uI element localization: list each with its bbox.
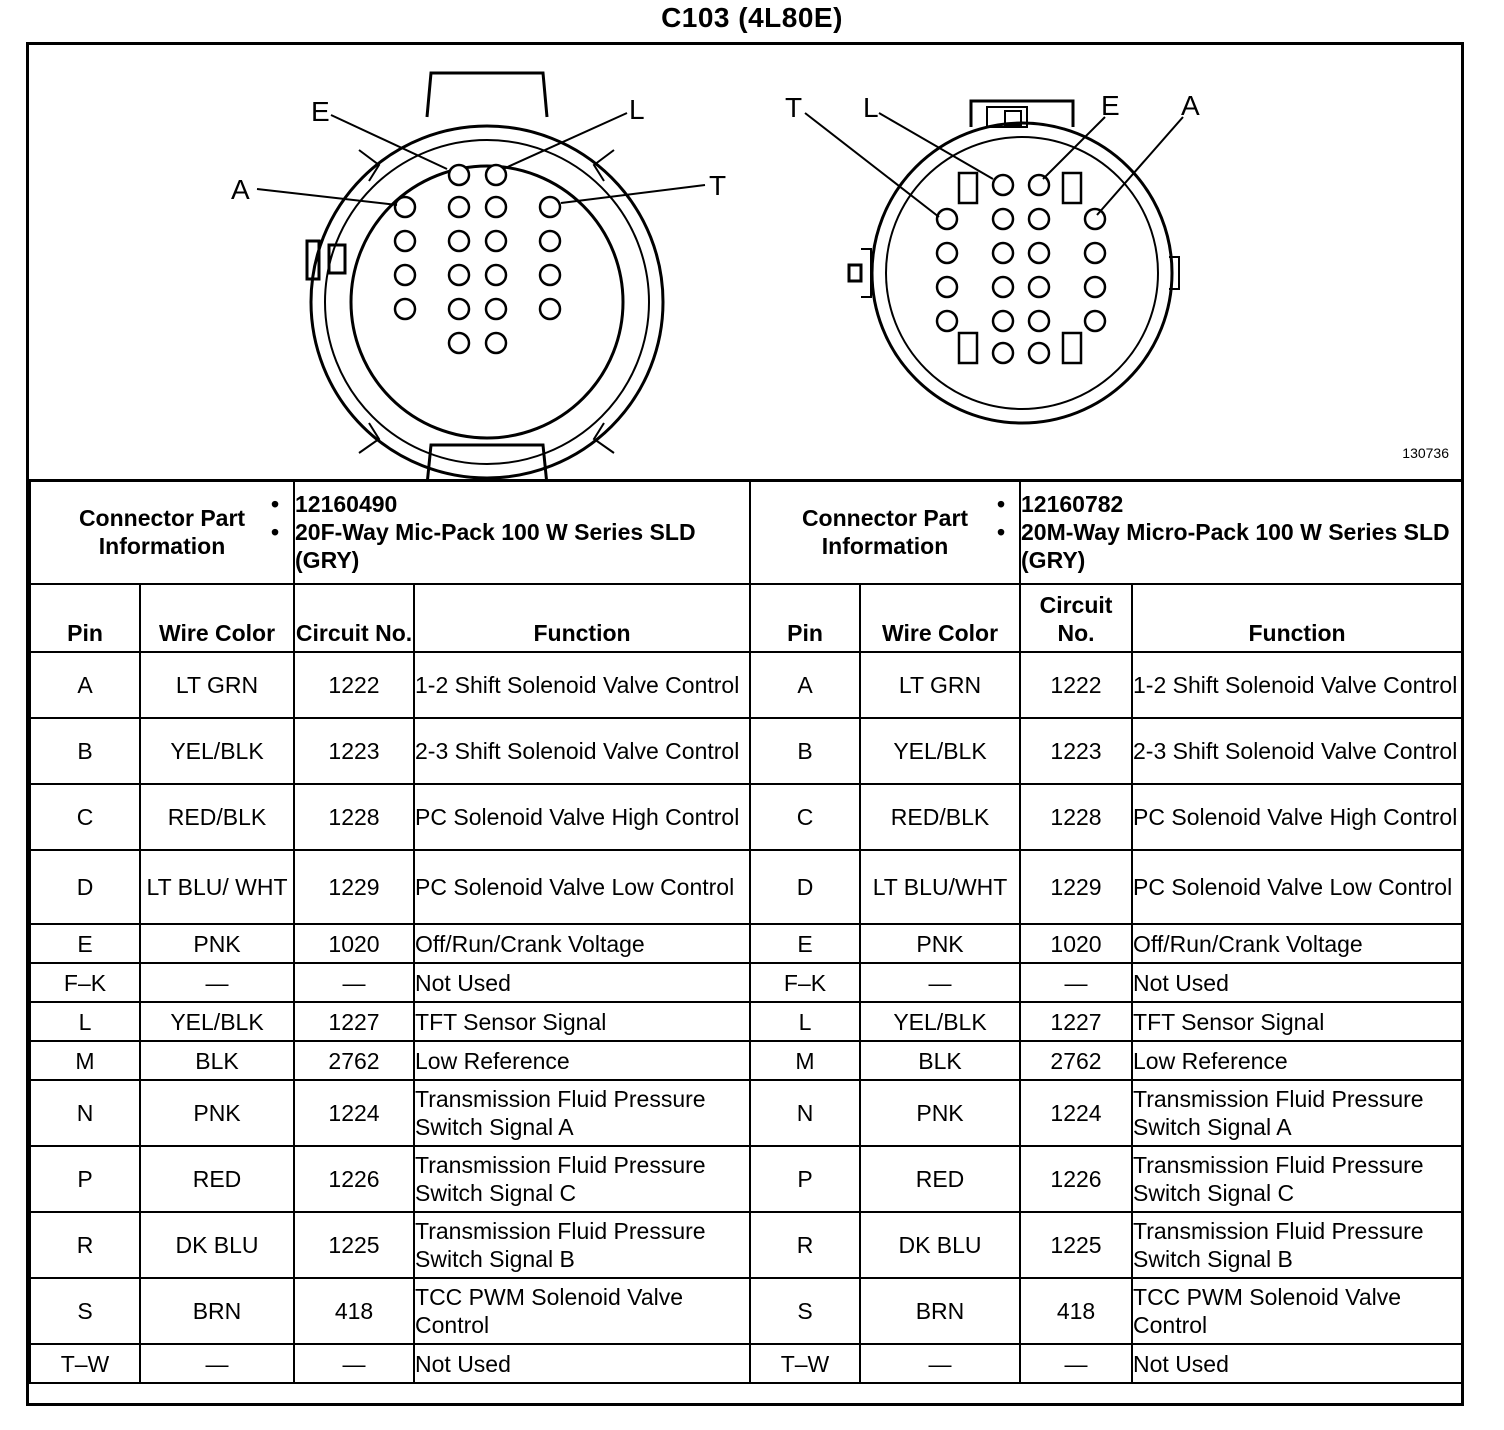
pin-cell: L <box>30 1002 140 1041</box>
function-cell: TFT Sensor Signal <box>414 1002 750 1041</box>
figure-id: 130736 <box>1402 445 1449 461</box>
pin-cell: C <box>30 784 140 850</box>
wire-color-cell: LT GRN <box>860 652 1020 718</box>
male-pin-table <box>749 479 1463 1384</box>
table-row <box>30 1278 750 1344</box>
male-callout-l: L <box>863 92 879 123</box>
circuit-cell: 1222 <box>294 652 414 718</box>
header-function: Function <box>414 584 750 652</box>
wire-color-cell: LT BLU/WHT <box>860 850 1020 924</box>
wire-color-cell: RED/BLK <box>860 784 1020 850</box>
connector-diagram-area <box>29 45 1461 482</box>
header-wire-color: Wire Color <box>140 584 294 652</box>
circuit-cell: 1224 <box>294 1080 414 1146</box>
pin-cell: T–W <box>750 1344 860 1383</box>
male-pin <box>1029 209 1049 229</box>
female-pin-cavity <box>449 165 469 185</box>
circuit-cell: — <box>1020 1344 1132 1383</box>
female-pin-cavity <box>540 197 560 217</box>
pin-cell: D <box>30 850 140 924</box>
female-pin-cavity <box>395 265 415 285</box>
circuit-cell: 1222 <box>1020 652 1132 718</box>
wire-color-cell: BLK <box>860 1041 1020 1080</box>
female-pin-cavity <box>395 197 415 217</box>
pin-cell: N <box>750 1080 860 1146</box>
wire-color-cell: — <box>860 963 1020 1002</box>
female-pin-cavity <box>486 265 506 285</box>
wire-color-cell: PNK <box>140 924 294 963</box>
male-pin <box>1029 277 1049 297</box>
pin-cell: S <box>30 1278 140 1344</box>
male-pin <box>993 277 1013 297</box>
female-part-info <box>294 480 750 584</box>
female-inner-ring <box>325 140 649 464</box>
wire-color-cell: YEL/BLK <box>140 718 294 784</box>
female-callout-l: L <box>629 94 645 125</box>
male-pin <box>1085 311 1105 331</box>
table-row <box>750 784 1462 850</box>
pin-cell: B <box>30 718 140 784</box>
female-pin-cavity <box>540 299 560 319</box>
male-side-latch <box>849 265 861 281</box>
wire-color-cell: PNK <box>860 924 1020 963</box>
pin-cell: D <box>750 850 860 924</box>
circuit-cell: 1223 <box>294 718 414 784</box>
table-row <box>750 718 1462 784</box>
circuit-cell: 1227 <box>294 1002 414 1041</box>
male-callout-t: T <box>785 92 803 123</box>
table-row <box>30 1002 750 1041</box>
female-pin-cavity <box>486 197 506 217</box>
callout-labels <box>231 90 1200 205</box>
wire-color-cell: YEL/BLK <box>860 718 1020 784</box>
circuit-cell: — <box>1020 963 1132 1002</box>
function-cell: Transmission Fluid Pressure Switch Signal A <box>1132 1080 1462 1146</box>
table-row <box>750 1212 1462 1278</box>
circuit-cell: 1223 <box>1020 718 1132 784</box>
male-pin <box>1029 343 1049 363</box>
male-part-description: • 20M-Way Micro-Pack 100 W Series SLD (GRY) <box>1021 518 1461 574</box>
circuit-cell: — <box>294 1344 414 1383</box>
circuit-cell: 418 <box>294 1278 414 1344</box>
female-pin-cavity <box>540 265 560 285</box>
pin-cell: M <box>30 1041 140 1080</box>
page-title: C103 (4L80E) <box>661 2 843 33</box>
function-cell: TCC PWM Solenoid Valve Control <box>1132 1278 1462 1344</box>
wire-color-cell: YEL/BLK <box>860 1002 1020 1041</box>
male-pin <box>993 343 1013 363</box>
function-cell: Transmission Fluid Pressure Switch Signal B <box>414 1212 750 1278</box>
pin-cell: S <box>750 1278 860 1344</box>
pin-cell: P <box>750 1146 860 1212</box>
male-pin <box>993 209 1013 229</box>
circuit-cell: 1020 <box>1020 924 1132 963</box>
male-callout-e: E <box>1101 90 1120 121</box>
table-row <box>30 1041 750 1080</box>
table-row <box>750 1146 1462 1212</box>
female-pin-cavity <box>449 231 469 251</box>
female-pin-cavity <box>395 299 415 319</box>
wire-color-cell: DK BLU <box>140 1212 294 1278</box>
function-cell: PC Solenoid Valve High Control <box>414 784 750 850</box>
wire-color-cell: — <box>140 1344 294 1383</box>
female-callout-e: E <box>311 96 330 127</box>
wire-color-cell: BRN <box>140 1278 294 1344</box>
table-row <box>30 850 750 924</box>
circuit-cell: 418 <box>1020 1278 1132 1344</box>
circuit-cell: 1228 <box>1020 784 1132 850</box>
female-part-number: • 12160490 <box>295 490 749 518</box>
wire-color-cell: LT BLU/ WHT <box>140 850 294 924</box>
wire-color-cell: BRN <box>860 1278 1020 1344</box>
female-pin-cavity <box>486 333 506 353</box>
table-row <box>30 1212 750 1278</box>
function-cell: Off/Run/Crank Voltage <box>414 924 750 963</box>
female-column-headers <box>30 584 750 652</box>
female-info-label: Connector Part Information <box>30 480 294 584</box>
table-row <box>30 963 750 1002</box>
pin-cell: M <box>750 1041 860 1080</box>
circuit-cell: 1226 <box>294 1146 414 1212</box>
female-part-description: • 20F-Way Mic-Pack 100 W Series SLD (GRY) <box>295 518 749 574</box>
circuit-cell: 2762 <box>1020 1041 1132 1080</box>
function-cell: PC Solenoid Valve Low Control <box>414 850 750 924</box>
table-row <box>750 924 1462 963</box>
female-pin-cavity <box>449 197 469 217</box>
circuit-cell: 1020 <box>294 924 414 963</box>
male-pin <box>1029 175 1049 195</box>
female-pin-cavity <box>486 299 506 319</box>
connector-frame <box>26 42 1464 1406</box>
male-info-label: Connector Part Information <box>750 480 1020 584</box>
function-cell: TFT Sensor Signal <box>1132 1002 1462 1041</box>
female-pin-table <box>29 479 751 1384</box>
female-pin-cavity <box>449 333 469 353</box>
table-row <box>30 784 750 850</box>
pin-cell: F–K <box>750 963 860 1002</box>
male-pin <box>937 277 957 297</box>
table-row <box>750 1278 1462 1344</box>
function-cell: 2-3 Shift Solenoid Valve Control <box>414 718 750 784</box>
function-cell: Transmission Fluid Pressure Switch Signal C <box>1132 1146 1462 1212</box>
wire-color-cell: DK BLU <box>860 1212 1020 1278</box>
male-pin <box>993 243 1013 263</box>
male-pin <box>993 311 1013 331</box>
male-pin <box>1029 243 1049 263</box>
wire-color-cell: LT GRN <box>140 652 294 718</box>
pin-cell: A <box>30 652 140 718</box>
table-row <box>30 924 750 963</box>
function-cell: PC Solenoid Valve High Control <box>1132 784 1462 850</box>
circuit-cell: 1228 <box>294 784 414 850</box>
circuit-cell: 1227 <box>1020 1002 1132 1041</box>
table-row <box>30 1146 750 1212</box>
female-pin-cavity <box>395 231 415 251</box>
male-pin <box>1085 277 1105 297</box>
female-pin-cavity <box>486 231 506 251</box>
function-cell: Not Used <box>414 1344 750 1383</box>
pin-cell: L <box>750 1002 860 1041</box>
female-top-key <box>427 73 547 117</box>
pin-cell: E <box>30 924 140 963</box>
function-cell: Not Used <box>1132 1344 1462 1383</box>
header-circuit-no: Circuit No. <box>294 584 414 652</box>
female-callout-t: T <box>709 170 727 201</box>
wire-color-cell: RED/BLK <box>140 784 294 850</box>
table-row <box>750 850 1462 924</box>
function-cell: PC Solenoid Valve Low Control <box>1132 850 1462 924</box>
header-pin: Pin <box>750 584 860 652</box>
function-cell: 1-2 Shift Solenoid Valve Control <box>1132 652 1462 718</box>
male-connector-face <box>849 101 1179 423</box>
pin-cell: A <box>750 652 860 718</box>
function-cell: 1-2 Shift Solenoid Valve Control <box>414 652 750 718</box>
circuit-cell: 1224 <box>1020 1080 1132 1146</box>
function-cell: Transmission Fluid Pressure Switch Signal C <box>414 1146 750 1212</box>
pin-cell: R <box>750 1212 860 1278</box>
female-pin-cavity <box>540 231 560 251</box>
female-part-info-row <box>30 480 750 584</box>
female-pin-cavity <box>449 265 469 285</box>
table-row <box>750 652 1462 718</box>
function-cell: Transmission Fluid Pressure Switch Signal B <box>1132 1212 1462 1278</box>
male-pin <box>937 209 957 229</box>
male-part-info-row <box>750 480 1462 584</box>
wire-color-cell: PNK <box>140 1080 294 1146</box>
header-pin: Pin <box>30 584 140 652</box>
wire-color-cell: — <box>140 963 294 1002</box>
male-pin <box>1029 311 1049 331</box>
male-part-info <box>1020 480 1462 584</box>
male-pin <box>937 311 957 331</box>
pin-cell: C <box>750 784 860 850</box>
table-row <box>750 1344 1462 1383</box>
circuit-cell: 1225 <box>294 1212 414 1278</box>
table-row <box>750 1080 1462 1146</box>
header-wire-color: Wire Color <box>860 584 1020 652</box>
wire-color-cell: RED <box>140 1146 294 1212</box>
function-cell: Not Used <box>414 963 750 1002</box>
pin-cell: F–K <box>30 963 140 1002</box>
circuit-cell: 2762 <box>294 1041 414 1080</box>
table-row <box>750 1002 1462 1041</box>
pin-cell: N <box>30 1080 140 1146</box>
pin-cell: T–W <box>30 1344 140 1383</box>
circuit-cell: — <box>294 963 414 1002</box>
wire-color-cell: BLK <box>140 1041 294 1080</box>
wire-color-cell: PNK <box>860 1080 1020 1146</box>
function-cell: Low Reference <box>414 1041 750 1080</box>
male-callout-a: A <box>1181 90 1200 121</box>
male-pin <box>993 175 1013 195</box>
function-cell: Transmission Fluid Pressure Switch Signal A <box>414 1080 750 1146</box>
circuit-cell: 1229 <box>294 850 414 924</box>
connector-drawings <box>29 45 1461 479</box>
table-row <box>750 1041 1462 1080</box>
function-cell: 2-3 Shift Solenoid Valve Control <box>1132 718 1462 784</box>
table-row <box>30 652 750 718</box>
circuit-cell: 1226 <box>1020 1146 1132 1212</box>
table-row <box>30 1344 750 1383</box>
female-callout-a: A <box>231 174 250 205</box>
function-cell: Not Used <box>1132 963 1462 1002</box>
header-circuit-no: Circuit No. <box>1020 584 1132 652</box>
male-outer-ring <box>872 123 1172 423</box>
pin-cell: P <box>30 1146 140 1212</box>
wire-color-cell: RED <box>860 1146 1020 1212</box>
table-row <box>30 718 750 784</box>
male-column-headers <box>750 584 1462 652</box>
male-pin <box>1085 209 1105 229</box>
function-cell: TCC PWM Solenoid Valve Control <box>414 1278 750 1344</box>
male-pin <box>1085 243 1105 263</box>
header-function: Function <box>1132 584 1462 652</box>
function-cell: Off/Run/Crank Voltage <box>1132 924 1462 963</box>
male-pin <box>937 243 957 263</box>
table-row <box>750 963 1462 1002</box>
male-part-number: • 12160782 <box>1021 490 1461 518</box>
function-cell: Low Reference <box>1132 1041 1462 1080</box>
circuit-cell: 1229 <box>1020 850 1132 924</box>
table-row <box>30 1080 750 1146</box>
wire-color-cell: YEL/BLK <box>140 1002 294 1041</box>
wire-color-cell: — <box>860 1344 1020 1383</box>
female-pin-cavity <box>449 299 469 319</box>
pin-cell: R <box>30 1212 140 1278</box>
pin-cell: E <box>750 924 860 963</box>
circuit-cell: 1225 <box>1020 1212 1132 1278</box>
male-pin-field <box>886 137 1158 409</box>
female-pins <box>395 165 560 353</box>
pin-cell: B <box>750 718 860 784</box>
